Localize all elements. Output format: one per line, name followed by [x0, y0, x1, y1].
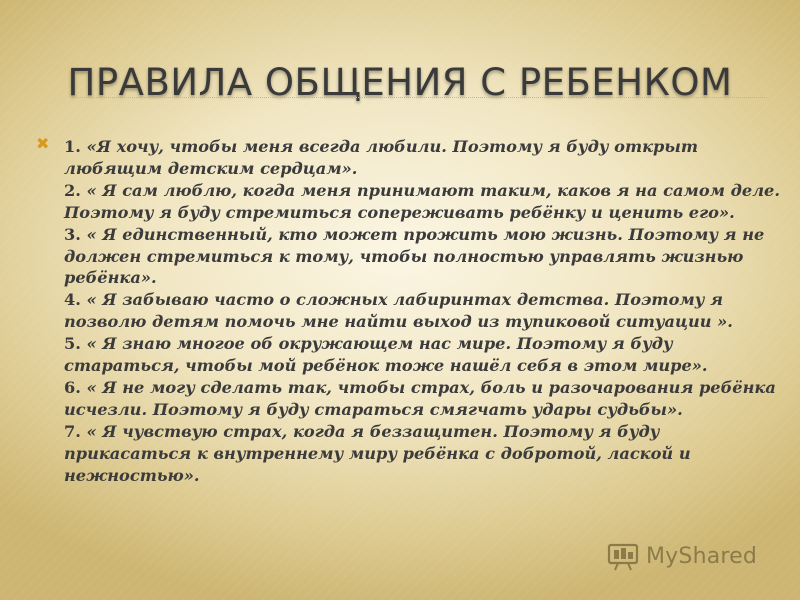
myshared-watermark: [606, 539, 766, 573]
rule-number: 7.: [64, 421, 81, 441]
rule-text: « Я сам люблю, когда меня принимают таким, каков я на самом деле. Поэтому я буду стремиться сопереживать ребёнку и ценить его».: [64, 180, 780, 222]
rule-item: [64, 136, 784, 180]
rules-text: [64, 136, 784, 487]
rule-number: 4.: [64, 290, 81, 310]
rule-number: 3.: [64, 224, 81, 244]
slide-title: ПРАВИЛА ОБЩЕНИЯ С РЕБЕНКОМ: [67, 61, 733, 104]
rule-text: « Я единственный, кто может прожить мою жизнь. Поэтому я не должен стремиться к тому, чтобы полностью управлять жизнью ребёнка».: [64, 224, 765, 288]
rule-number: 1.: [64, 137, 81, 156]
rule-text: « Я чувствую страх, когда я беззащитен. Поэтому я буду прикасаться к внутреннему миру ребёнка с добротой, лаской и нежностью».: [64, 421, 691, 485]
myshared-brand-text: MyShared: [646, 543, 758, 569]
rule-item: [64, 421, 784, 487]
rule-item: [64, 224, 784, 290]
rule-text: « Я не могу сделать так, чтобы страх, боль и разочарования ребёнка исчезли. Поэтому я буду стараться смягчать удары судьбы».: [64, 377, 776, 419]
rule-number: 6.: [64, 377, 81, 397]
rule-text: « Я знаю многое об окружающем нас мире. Поэтому я буду стараться, чтобы мой ребёнок тоже нашёл себя в этом мире».: [64, 334, 708, 376]
bullet-x-icon: ✖: [36, 134, 50, 153]
myshared-logo-icon: [606, 541, 640, 571]
rule-text: «Я хочу, чтобы меня всегда любили. Поэтому я буду открыт любящим детским сердцам».: [64, 137, 698, 178]
title-divider: [72, 97, 767, 98]
rule-item: [64, 180, 784, 224]
rule-number: 2.: [64, 180, 81, 200]
rule-text: « Я забываю часто о сложных лабиринтах детства. Поэтому я позволю детям помочь мне найти выход из тупиковой ситуации ».: [64, 290, 733, 332]
rule-item: [64, 377, 784, 421]
rule-number: 5.: [64, 334, 81, 354]
rule-item: [64, 333, 784, 377]
rule-item: [64, 289, 784, 333]
